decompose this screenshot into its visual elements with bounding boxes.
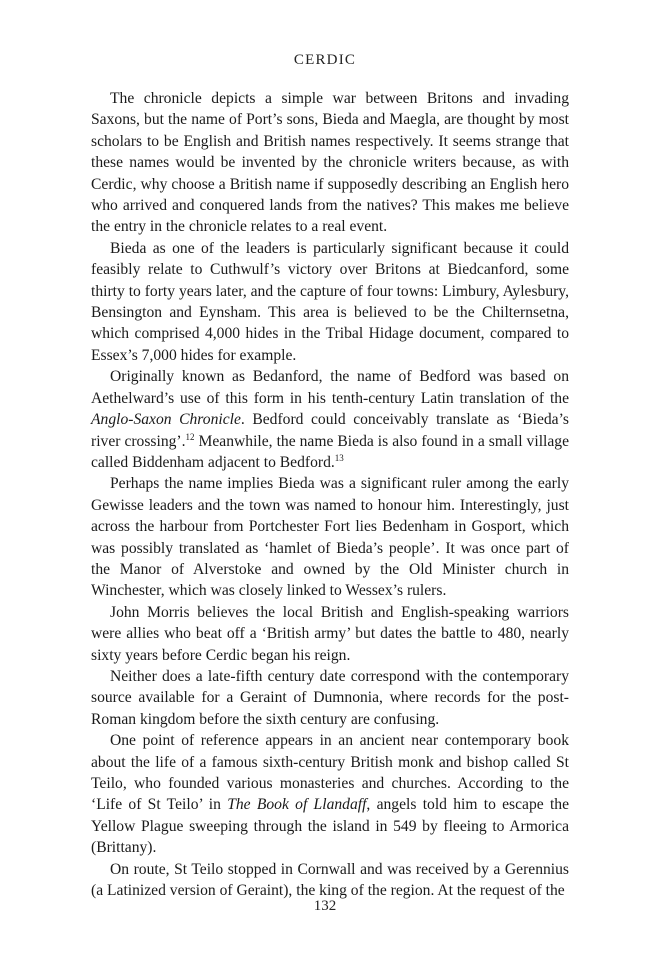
text-segment: . Bedford could conceivably translate as ‘Bieda’s river crossing’. (91, 411, 569, 450)
text-segment: John Morris believes the local British and English-speaking warriors were allies who beat off a ‘British army’ but dates the battle to 480, nearly sixty years before Cerdic began his reign. (91, 603, 569, 664)
running-head: CERDIC (293, 52, 357, 68)
text-segment: Originally known as Bedanford, the name of Bedford was based on Aethelward’s use of this form in his tenth-century Latin translation of the (91, 368, 569, 407)
text-segment: The chronicle depicts a simple war between Britons and invading Saxons, but the name of Port’s sons, Bieda and Maegla, are thought by most scholars to be English and British names respectively. It seems strange that these names would be invented by the chronicle writers because, as with Cerdic, why choose a British name if supposedly describing an English hero who arrived and conquered lands from the natives? This makes me believe the entry in the chronicle relates to a real event. (91, 90, 569, 236)
paragraph-8 (91, 859, 569, 902)
text-segment: Bieda as one of the leaders is particularly significant because it could feasibly relate to Cuthwulf’s victory over Britons at Biedcanford, some thirty to forty years later, and the capture of four towns: Limbury, Aylesbury, Bensington and Eynsham. This area is believed to be the Chilternsetna, which comprised 4,000 hides in the Tribal Hidage document, compared to Essex’s 7,000 hides for example. (91, 239, 569, 364)
paragraph-6 (91, 666, 569, 730)
paragraph-1 (91, 88, 569, 238)
book-title-italic: The Book of Llandaff (227, 796, 367, 814)
paragraph-7 (91, 730, 569, 858)
text-segment: On route, St Teilo stopped in Cornwall and was received by a Gerennius (a Latinized version of Geraint), the king of the region. At the request of the (91, 860, 569, 900)
text-segment: , angels told him to escape the Yellow Plague sweeping through the island in 549 by fleeing to Armorica (Brittany). (91, 796, 569, 857)
paragraph-5 (91, 602, 569, 666)
paragraph-2 (91, 238, 569, 366)
paragraph-4 (91, 473, 569, 601)
text-segment: Perhaps the name implies Bieda was a significant ruler among the early Gewisse leaders and the town was named to honour him. Interestingly, just across the harbour from Portchester Fort lies Bedenham in Gosport, which was possibly translated as ‘hamlet of Bieda’s people’. It was once part of the Manor of Alverstoke and owned by the Old Minister church in Winchester, which was closely linked to Wessex’s rulers. (91, 475, 569, 600)
footnote-marker: 13 (334, 452, 344, 463)
text-segment: Meanwhile, the name Bieda is also found in a small village called Biddenham adjacent to Bedford. (91, 432, 569, 471)
page-number: 132 (313, 898, 337, 914)
text-segment: One point of reference appears in an ancient near contemporary book about the life of a famous sixth-century British monk and bishop called St Teilo, who founded various monasteries and churches. According to the ‘Life of St Teilo’ in (91, 732, 569, 814)
paragraph-3 (91, 366, 569, 473)
book-title-italic: Anglo-Saxon Chronicle (91, 411, 241, 429)
body-text (91, 88, 569, 901)
footnote-marker: 12 (185, 431, 195, 442)
text-segment: Neither does a late-fifth century date correspond with the contemporary source available for a Geraint of Dumnonia, where records for the post-Roman kingdom before the sixth century are confusing. (91, 667, 569, 728)
